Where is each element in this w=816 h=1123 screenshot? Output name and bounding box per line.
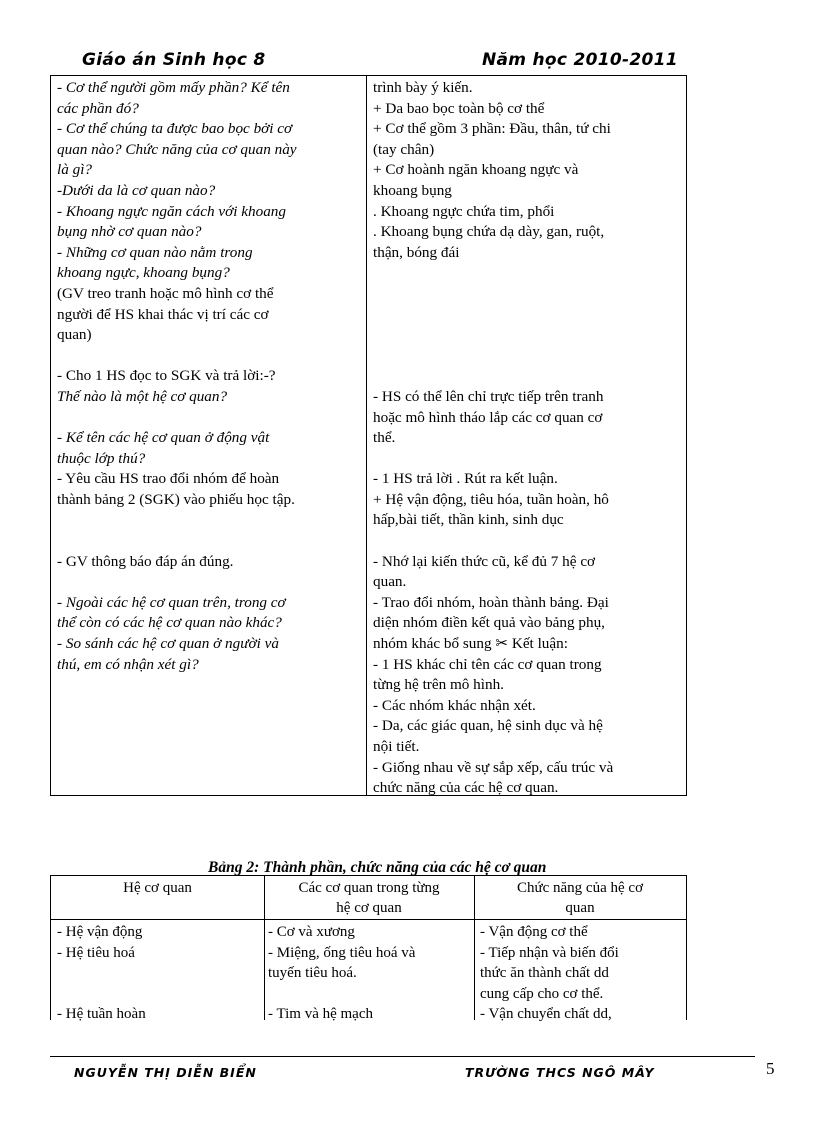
teacher-activity-line [57, 408, 365, 429]
lesson-activity-table [50, 75, 687, 796]
student-activity-line: - 1 HS khác chỉ tên các cơ quan trong [373, 655, 602, 673]
student-activity-line: chức năng của các hệ cơ quan. [373, 779, 559, 797]
student-activity-line: . Khoang bụng chứa dạ dày, gan, ruột, [373, 223, 605, 241]
teacher-activity-line: - Cơ thể chúng ta được bao bọc bởi cơ [57, 120, 293, 138]
teacher-activity-line: - GV thông báo đáp án đúng. [57, 552, 234, 570]
student-activity-line: nội tiết. [373, 738, 420, 755]
table2-header-system [53, 878, 262, 898]
student-activity-line: - Giống nhau về sự sắp xếp, cấu trúc và [373, 758, 614, 776]
teacher-activity-line [57, 572, 365, 593]
teacher-activity-line: các phần đó? [57, 99, 139, 117]
table2-cell-line: - Hệ tiêu hoá [57, 944, 135, 961]
student-activity-line: + Hệ vận động, tiêu hóa, tuần hoàn, hô [373, 490, 609, 508]
footer-school: TRƯỜNG THCS NGÔ MÂY [465, 1065, 655, 1080]
table2-header-line: Các cơ quan trong từng [298, 880, 440, 896]
footer-author: NGUYỄN THỊ DIỄN BIỂN [74, 1065, 257, 1080]
student-activity-line [373, 305, 681, 326]
teacher-activity-line: thành bảng 2 (SGK) vào phiếu học tập. [57, 490, 295, 508]
page-number: 5 [766, 1059, 775, 1078]
student-activity-line [373, 325, 681, 346]
table2-header-function [476, 878, 684, 918]
header-right-year: Năm học 2010-2011 [482, 50, 678, 70]
table2-cell-line: - Cơ và xương [268, 924, 355, 940]
teacher-activity-line [57, 531, 365, 552]
student-activity-line: từng hệ trên mô hình. [373, 676, 504, 694]
teacher-activity-line: quan nào? Chức năng của cơ quan này [57, 140, 297, 158]
student-activity-column [373, 78, 681, 799]
teacher-activity-line: thể còn có các hệ cơ quan nào khác? [57, 614, 282, 632]
teacher-activity-line: - Những cơ quan nào nằm trong [57, 243, 253, 261]
teacher-activity-line: là gì? [57, 161, 93, 179]
teacher-activity-line: - Yêu cầu HS trao đổi nhóm để hoàn [57, 470, 280, 488]
organ-systems-table [50, 875, 687, 1023]
teacher-activity-line [57, 346, 365, 367]
teacher-activity-line: - Cho 1 HS đọc to SGK và trả lời:-? [57, 367, 276, 385]
footer-rule [50, 1056, 755, 1057]
table2-cell-line: - Hệ tuần hoàn [57, 1006, 146, 1023]
student-activity-line: - HS có thể lên chỉ trực tiếp trên tranh [373, 387, 604, 405]
teacher-activity-line: - Khoang ngực ngăn cách với khoang [57, 202, 286, 220]
table2-cell-line: - Miệng, ống tiêu hoá và [268, 944, 416, 961]
table2-cell-line [57, 984, 260, 1005]
teacher-activity-line: -Dưới da là cơ quan nào? [57, 181, 216, 199]
teacher-activity-line: - So sánh các hệ cơ quan ở người và [57, 635, 279, 653]
student-activity-line: hoặc mô hình tháo lắp các cơ quan cơ [373, 408, 603, 426]
student-activity-line: hấp,bài tiết, thần kinh, sinh dục [373, 511, 564, 529]
teacher-activity-column [57, 78, 365, 675]
table2-header-organs [266, 878, 472, 918]
table2-column-system [57, 922, 260, 1025]
teacher-activity-line: - Ngoài các hệ cơ quan trên, trong cơ [57, 593, 286, 611]
student-activity-line [373, 263, 681, 284]
student-activity-line: + Cơ thể gồm 3 phần: Đầu, thân, tứ chi [373, 120, 611, 138]
table2-cell-line: tuyến tiêu hoá. [268, 965, 357, 981]
teacher-activity-line: Thế nào là một hệ cơ quan? [57, 387, 228, 405]
teacher-activity-line: (GV treo tranh hoặc mô hình cơ thể [57, 284, 274, 302]
header-left-title: Giáo án Sinh học 8 [82, 50, 266, 70]
student-activity-line: khoang bụng [373, 181, 452, 199]
table2-header-line: quan [565, 900, 595, 916]
table2-header-line: hệ cơ quan [336, 900, 402, 916]
student-activity-line [373, 284, 681, 305]
student-activity-line [373, 531, 681, 552]
teacher-activity-line: bụng nhờ cơ quan nào? [57, 223, 202, 241]
student-activity-line: - Da, các giác quan, hệ sinh dục và hệ [373, 717, 603, 735]
table2-col-divider-1 [264, 876, 265, 1020]
teacher-activity-line: thú, em có nhận xét gì? [57, 655, 199, 673]
student-activity-line: - Nhớ lại kiến thức cũ, kể đủ 7 hệ cơ [373, 552, 596, 570]
table2-column-function [480, 922, 682, 1025]
student-activity-line: quan. [373, 573, 407, 591]
student-activity-line: thận, bóng đái [373, 243, 460, 261]
table2-cell-line: - Hệ vận động [57, 924, 143, 940]
student-activity-line: - 1 HS trả lời . Rút ra kết luận. [373, 470, 558, 488]
student-activity-line: trình bày ý kiến. [373, 79, 473, 96]
table2-cell-line: thức ăn thành chất dd [480, 965, 609, 981]
table2-cell-line [268, 984, 470, 1005]
table2-header-line: Chức năng của hệ cơ [516, 880, 643, 896]
teacher-activity-line: khoang ngực, khoang bụng? [57, 264, 230, 282]
table2-cell-line: - Vận chuyển chất dd, [480, 1006, 612, 1022]
teacher-activity-line: quan) [57, 326, 92, 344]
table2-cell-line [57, 963, 260, 984]
student-activity-line: nhóm khác bổ sung ✂ Kết luận: [373, 635, 568, 653]
student-activity-line: + Cơ hoành ngăn khoang ngực và [373, 161, 579, 179]
student-activity-line [373, 366, 681, 387]
student-activity-line: diện nhóm điền kết quả vào bảng phụ, [373, 614, 605, 632]
student-activity-line: - Trao đổi nhóm, hoàn thành bảng. Đại [373, 593, 609, 611]
table2-cell-line: cung cấp cho cơ thể. [480, 985, 604, 1002]
table2-column-organs [268, 922, 470, 1025]
student-activity-line: . Khoang ngực chứa tim, phổi [373, 202, 555, 220]
table2-col-divider-2 [474, 876, 475, 1020]
table2-header-divider [51, 919, 686, 920]
table2-cell-line: - Tiếp nhận và biến đổi [480, 944, 619, 961]
teacher-activity-line: - Kể tên các hệ cơ quan ở động vật [57, 429, 270, 447]
table2-cell-line: - Tim và hệ mạch [268, 1006, 373, 1023]
table2-header-line: Hệ cơ quan [123, 880, 192, 896]
student-activity-line: + Da bao bọc toàn bộ cơ thể [373, 99, 545, 117]
teacher-activity-line [57, 510, 365, 531]
student-activity-line: - Các nhóm khác nhận xét. [373, 696, 536, 714]
student-activity-line [373, 449, 681, 470]
student-activity-line: (tay chân) [373, 140, 435, 158]
table2-caption: Bảng 2: Thành phần, chức năng của các hệ cơ quan [208, 859, 547, 876]
teacher-activity-line: người để HS khai thác vị trí các cơ [57, 305, 269, 323]
teacher-activity-line: thuộc lớp thú? [57, 449, 146, 467]
student-activity-line: thể. [373, 429, 396, 447]
teacher-activity-line: - Cơ thể người gồm mấy phần? Kể tên [57, 79, 290, 96]
table2-cell-line: - Vận động cơ thể [480, 924, 588, 940]
column-divider [366, 76, 367, 795]
student-activity-line [373, 346, 681, 367]
